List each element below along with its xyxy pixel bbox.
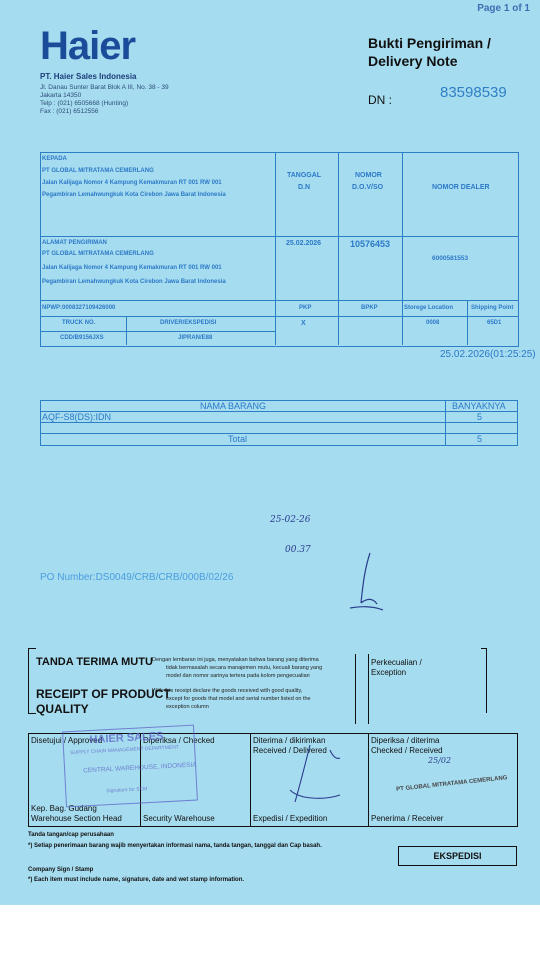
receipt-text: model dan nomor sarinya tertera pada kolom pengecualian bbox=[166, 673, 310, 679]
truck-value: CDD/B9156JXS bbox=[60, 335, 104, 341]
npwp: NPWP:0008327109426000 bbox=[42, 305, 116, 311]
receiver-label: Penerima / Receiver bbox=[371, 814, 444, 823]
stamp-text: SUPPLY CHAIN MANAGEMENT DEPARTMENT bbox=[70, 744, 179, 757]
company-name: PT. Haier Sales Indonesia bbox=[40, 72, 137, 81]
stamp-text: Signature for SCM bbox=[106, 786, 148, 795]
expedition-label: Expedisi / Expedition bbox=[253, 814, 328, 823]
goods-item-qty: 5 bbox=[477, 412, 483, 422]
haier-warehouse-stamp bbox=[62, 725, 198, 808]
nomor-dealer-label: NOMOR DEALER bbox=[432, 184, 490, 191]
goods-header-name: NAMA BARANG bbox=[200, 401, 267, 411]
dn-label: DN : bbox=[368, 93, 392, 107]
shipping-label: Shipping Point bbox=[471, 305, 514, 311]
signature-col-line bbox=[368, 733, 369, 826]
receipt-title-en: RECEIPT OF PRODUCT bbox=[36, 687, 171, 701]
storage-value: 0008 bbox=[426, 320, 440, 326]
truck-label: TRUCK NO. bbox=[62, 320, 96, 326]
company-sign-en: Company Sign / Stamp bbox=[28, 867, 94, 873]
goods-total-qty: 5 bbox=[477, 434, 483, 444]
alamat-address: Jalan Kalijaga Nomor 4 Kampung Kemakmuran RT 001 RW 001 bbox=[42, 265, 222, 271]
bpkp-label: BPKP bbox=[361, 305, 378, 311]
driver-value: JIPRAN/E88 bbox=[178, 335, 213, 341]
note-id: *) Setiap penerimaan barang wajib menyertakan informasi nama, tanda tangan, tanggal dan Cap basah. bbox=[28, 843, 322, 849]
handwritten-signature bbox=[345, 548, 385, 618]
table-col-line bbox=[126, 316, 127, 345]
table-divider bbox=[40, 300, 518, 301]
receipt-text: except for goods that model and serial number listed on the bbox=[166, 696, 311, 702]
delivered-label: Received / Delivered bbox=[253, 746, 327, 755]
tanggal-label: TANGGAL bbox=[287, 172, 322, 179]
nomor-label: NOMOR bbox=[355, 172, 382, 179]
table-divider bbox=[40, 236, 518, 237]
checked-label: Diperiksa / Checked bbox=[143, 736, 215, 745]
table-divider bbox=[40, 331, 275, 332]
goods-col-line bbox=[445, 400, 446, 445]
pkp-value: X bbox=[301, 320, 306, 327]
receiver-check-label: Diperiksa / diterima bbox=[371, 736, 440, 745]
alamat-label: ALAMAT PENGIRIMAN bbox=[42, 240, 107, 246]
address-line: Fax : (021) 6512556 bbox=[40, 108, 99, 115]
goods-item-name: AQF-S8(DS):IDN bbox=[42, 412, 112, 422]
dn-number: 83598539 bbox=[440, 84, 507, 101]
goods-table bbox=[40, 400, 518, 446]
receipt-divider bbox=[368, 654, 369, 724]
page-number: Page 1 of 1 bbox=[477, 3, 530, 14]
nomor-sub: D.O.V/SO bbox=[352, 184, 384, 191]
handwritten-date: 25-02-26 bbox=[270, 515, 311, 525]
receipt-text: With this receipt declare the goods received with good quality, bbox=[152, 688, 303, 694]
receipt-text: Dengan lembaran ini juga, menyatakan bahwa barang yang diterima bbox=[152, 657, 319, 663]
receipt-divider bbox=[355, 654, 356, 724]
company-sign-id: Tanda tangan/cap perusahaan bbox=[28, 832, 114, 838]
alamat-address: Pegambiran Lemahwungkuk Kota Cirebon Jawa Barat Indonesia bbox=[42, 279, 226, 285]
ekspedisi-copy-label: EKSPEDISI bbox=[398, 846, 517, 866]
driver-label: DRIVER/EKSPEDISI bbox=[160, 320, 217, 326]
dealer-value: 6000581553 bbox=[432, 255, 469, 262]
address-line: Jakarta 14350 bbox=[40, 92, 82, 99]
table-col-line bbox=[402, 152, 403, 345]
tanggal-value: 25.02.2026 bbox=[286, 240, 322, 247]
table-col-line bbox=[275, 152, 276, 345]
kepada-label: KEPADA bbox=[42, 156, 67, 162]
haier-logo: Haier bbox=[40, 24, 136, 68]
address-line: Telp : (021) 6505668 (Hunting) bbox=[40, 100, 129, 107]
exception-label: Exception bbox=[371, 668, 407, 677]
table-col-line bbox=[467, 300, 468, 345]
receipt-text: exception column bbox=[166, 704, 209, 710]
security-label: Security Warehouse bbox=[143, 814, 215, 823]
stamp-text: HAIER SALES bbox=[89, 730, 164, 747]
goods-header-qty: BANYAKNYA bbox=[452, 401, 506, 411]
shipping-value: 65D1 bbox=[487, 320, 502, 326]
address-line: Jl. Danau Sunter Barat Blok A III, No. 38 - 39 bbox=[40, 84, 169, 91]
doc-title-line2: Delivery Note bbox=[368, 53, 458, 69]
delivered-label: Diterima / dikirimkan bbox=[253, 736, 326, 745]
receipt-title-en: QUALITY bbox=[36, 702, 89, 716]
stamp-text: CENTRAL WAREHOUSE, INDONESIA bbox=[83, 761, 197, 775]
doc-title-line1: Bukti Pengiriman / bbox=[368, 35, 491, 51]
receiver-handwritten-date: 25/02 bbox=[428, 756, 452, 765]
receiver-stamp: PT GLOBAL MITRATAMA CEMERLANG bbox=[395, 775, 508, 793]
warehouse-head-label: Warehouse Section Head bbox=[31, 814, 122, 823]
exception-label: Perkecualian / bbox=[371, 658, 422, 667]
table-col-line bbox=[338, 152, 339, 345]
print-timestamp: 25.02.2026(01:25:25) bbox=[440, 349, 536, 360]
approved-label: Disetujui / Approved bbox=[31, 736, 103, 745]
exception-bracket bbox=[481, 648, 487, 713]
storage-label: Storege Location bbox=[404, 305, 454, 311]
goods-total-label: Total bbox=[228, 434, 248, 444]
expedition-signature bbox=[270, 740, 350, 810]
kepada-name: PT GLOBAL MITRATAMA CEMERLANG bbox=[42, 168, 154, 174]
receipt-bracket bbox=[28, 648, 36, 714]
receipt-title-id: TANDA TERIMA MUTU bbox=[36, 656, 153, 668]
pkp-label: PKP bbox=[299, 305, 312, 311]
kepada-address: Jalan Kalijaga Nomor 4 Kampung Kemakmuran RT 001 RW 001 bbox=[42, 180, 222, 186]
po-number: PO Number:DS0049/CRB/CRB/000B/02/26 bbox=[40, 572, 234, 583]
handwritten-time: 00.37 bbox=[285, 545, 311, 555]
table-divider bbox=[40, 316, 518, 317]
receipt-text: tidak bermasalah secara manajemen mutu, kecuali barang yang bbox=[166, 665, 323, 671]
signature-col-line bbox=[250, 733, 251, 826]
note-en: *) Each item must include name, signature, date and wet stamp information. bbox=[28, 877, 245, 883]
nomor-value: 10576453 bbox=[350, 239, 391, 249]
warehouse-head-label: Kep. Bag. Gudang bbox=[31, 804, 97, 813]
receiver-check-label: Checked / Received bbox=[371, 746, 443, 755]
kepada-address: Pegambiran Lemahwungkuk Kota Cirebon Jawa Barat Indonesia bbox=[42, 192, 226, 198]
alamat-name: PT GLOBAL MITRATAMA CEMERLANG bbox=[42, 251, 154, 257]
tanggal-sub: D.N bbox=[298, 184, 311, 191]
